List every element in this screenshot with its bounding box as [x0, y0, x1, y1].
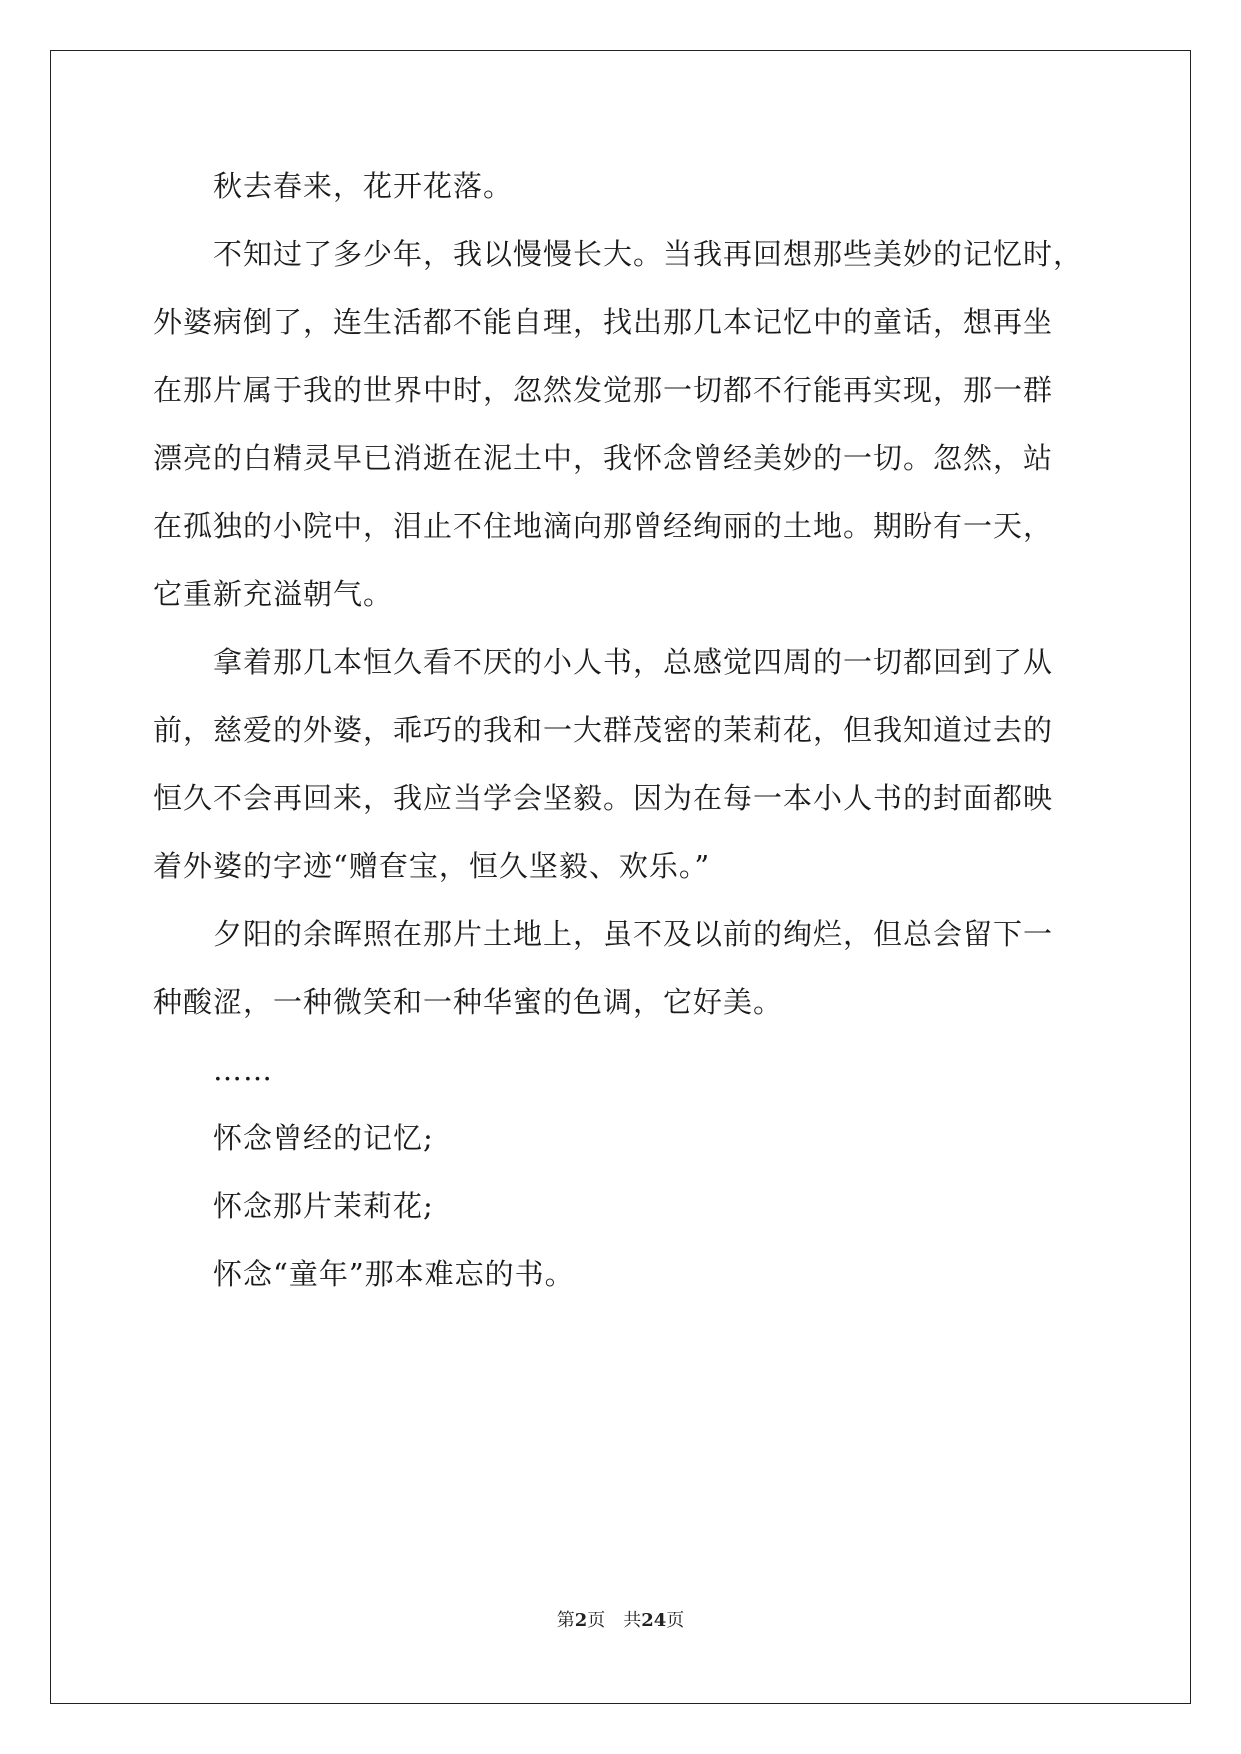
paragraph-line: 怀念那片茉莉花; [213, 1189, 434, 1223]
ellipsis-line: …… [213, 1053, 273, 1087]
paragraph-line: 不知过了多少年，我以慢慢长大。当我再回想那些美妙的记忆时， [213, 237, 1084, 271]
paragraph-line: 在那片属于我的世界中时，忽然发觉那一切都不行能再实现，那一群 [153, 373, 1054, 407]
paragraph-line: 秋去春来，花开花落。 [213, 169, 514, 203]
paragraph-line: 怀念“童年”那本难忘的书。 [213, 1257, 575, 1291]
paragraph-line: 着外婆的字迹“赠奆宝，恒久坚毅、欢乐。” [153, 849, 711, 883]
paragraph-line: 种酸涩，一种微笑和一种华蜜的色调，它好美。 [153, 985, 784, 1019]
paragraph-line: 漂亮的白精灵早已消逝在泥土中，我怀念曾经美妙的一切。忽然，站 [153, 441, 1054, 475]
page-footer [0, 1609, 1241, 1633]
footer-mid: 页 共 [587, 1610, 642, 1631]
paragraph-line: 怀念曾经的记忆; [213, 1121, 434, 1155]
paragraph-line: 在孤独的小院中，泪止不住地滴向那曾经绚丽的土地。期盼有一天， [153, 509, 1054, 543]
paragraph-line: 外婆病倒了，连生活都不能自理，找出那几本记忆中的童话，想再坐 [153, 305, 1054, 339]
footer-suffix: 页 [666, 1610, 685, 1631]
total-page-count: 24 [641, 1610, 667, 1631]
paragraph-line: 它重新充溢朝气。 [153, 577, 394, 611]
paragraph-line: 拿着那几本恒久看不厌的小人书，总感觉四周的一切都回到了从 [213, 645, 1054, 679]
paragraph-line: 恒久不会再回来，我应当学会坚毅。因为在每一本小人书的封面都映 [153, 781, 1054, 815]
paragraph-line: 前，慈爱的外婆，乖巧的我和一大群茂密的茉莉花，但我知道过去的 [153, 713, 1054, 747]
current-page-number: 2 [574, 1610, 588, 1631]
footer-prefix: 第 [556, 1610, 575, 1631]
paragraph-line: 夕阳的余晖照在那片土地上，虽不及以前的绚烂，但总会留下一 [213, 917, 1054, 951]
